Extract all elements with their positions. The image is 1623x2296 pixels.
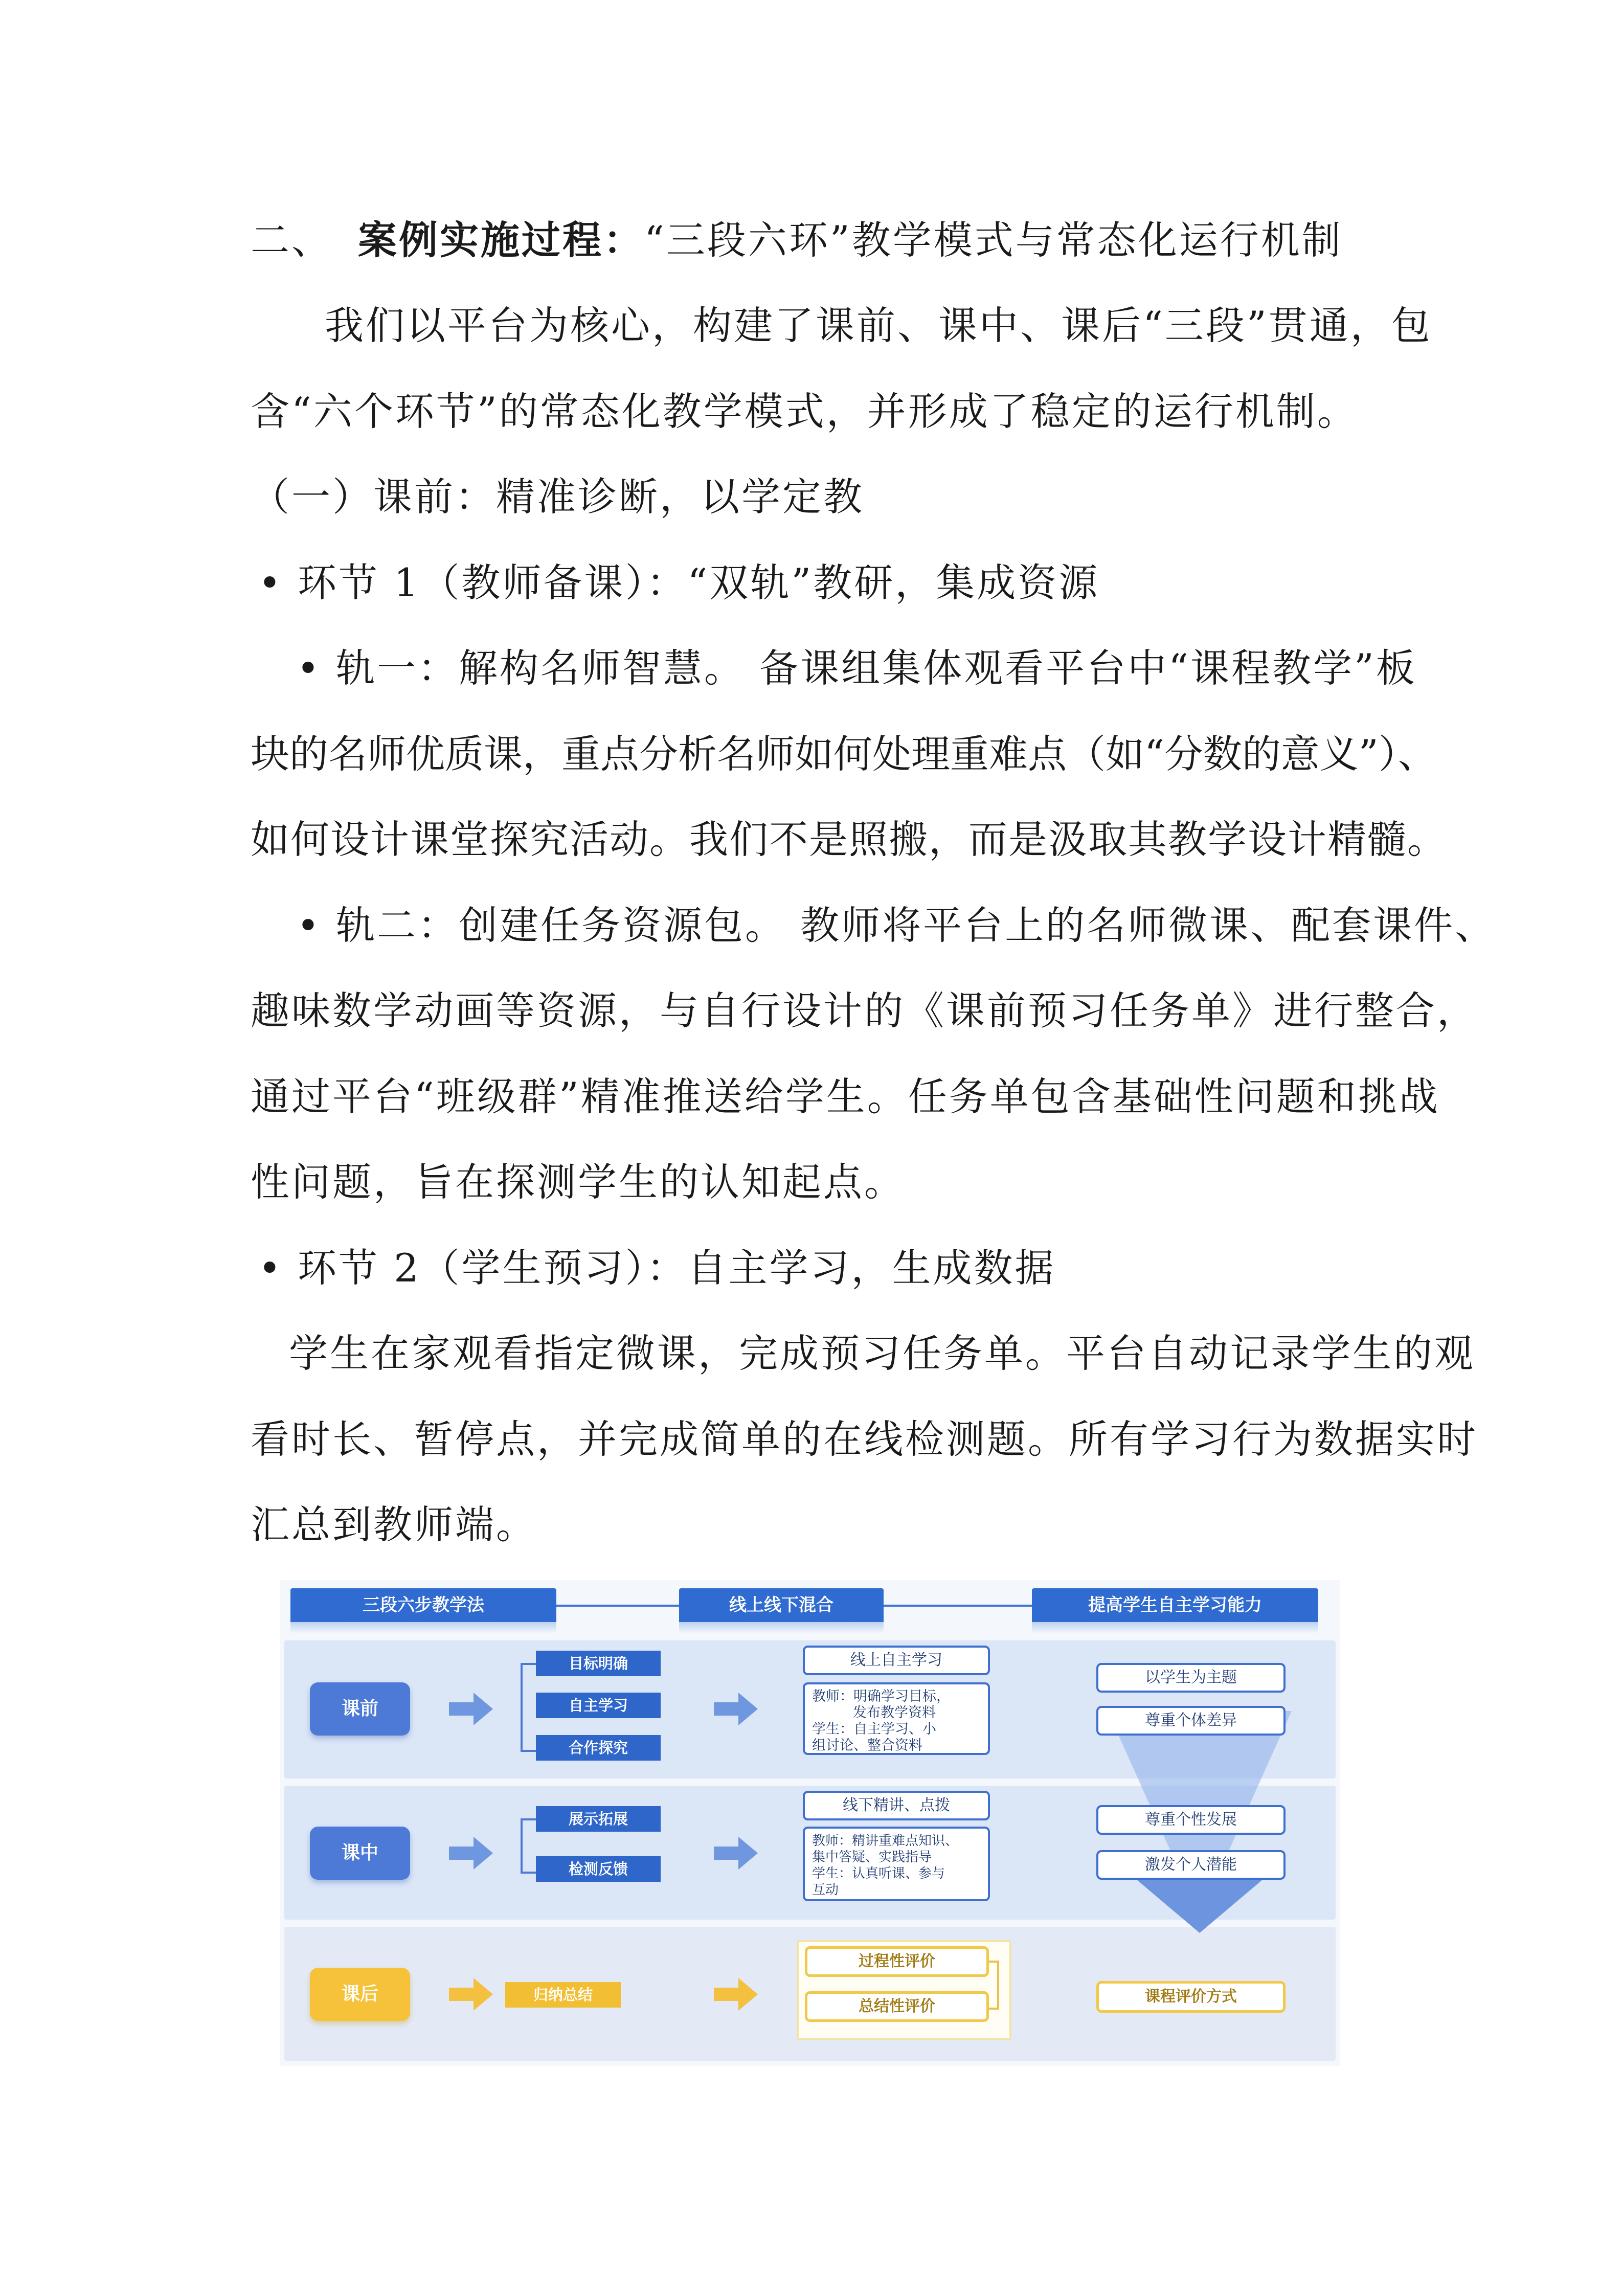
detail-box — [803, 1827, 990, 1901]
step-tag: 合作探究 — [536, 1735, 661, 1761]
detail-line: 学生：自主学习、小 — [812, 1721, 936, 1737]
paragraph-line: 学生在家观看指定微课，完成预习任务单。平台自动记录学生的观 — [289, 1331, 1475, 1376]
paragraph-line: 如何设计课堂探究活动。我们不是照搬，而是汲取其教学设计精髓。 — [251, 817, 1447, 862]
stage-pill-post: 课后 — [310, 1968, 410, 2021]
detail-line: 教师：精讲重难点知识、 — [812, 1833, 959, 1849]
paragraph-line: 汇总到教师端。 — [251, 1502, 537, 1547]
step-tag: 展示拓展 — [536, 1806, 661, 1832]
detail-line: 教师：明确学习目标， — [812, 1689, 950, 1704]
heading-number: 二、 — [251, 217, 332, 263]
step-tag: 归纳总结 — [505, 1982, 621, 2008]
paragraph-line: 看时长、暂停点，并完成简单的在线检测题。所有学习行为数据实时 — [251, 1416, 1478, 1462]
step-tag: 自主学习 — [536, 1693, 661, 1718]
down-arrow-icon — [1133, 1877, 1266, 1933]
detail-line: 组讨论、整合资料 — [812, 1738, 922, 1753]
step-tag: 检测反馈 — [536, 1856, 661, 1882]
outcome-box: 尊重个性发展 — [1096, 1805, 1286, 1835]
paragraph-line: 块的名师优质课，重点分析名师如何处理重难点（如“分数的意义”）、 — [251, 731, 1437, 777]
step-tag: 目标明确 — [536, 1651, 661, 1676]
outcome-box: 尊重个体差异 — [1096, 1706, 1286, 1736]
teaching-model-diagram — [280, 1580, 1340, 2066]
bracket — [521, 1818, 538, 1874]
paragraph-line: 我们以平台为核心，构建了课前、课中、课后“三段”贯通，包 — [325, 303, 1432, 348]
header-three-stage: 三段六步教学法 — [290, 1588, 556, 1622]
paragraph-line: 通过平台“班级群”精准推送给学生。任务单包含基础性问题和挑战 — [251, 1074, 1440, 1119]
header-connector — [556, 1605, 679, 1607]
paragraph-line: 含“六个环节”的常态化教学模式，并形成了稳定的运行机制。 — [251, 389, 1358, 434]
subsection-heading: （一）课前：精准诊断，以学定教 — [251, 474, 864, 520]
bullet-item: • 环节 1（教师备课）：“双轨”教研，集成资源 — [258, 560, 1100, 605]
bullet-item: • 轨一：解构名师智慧。 备课组集体观看平台中“课程教学”板 — [297, 645, 1417, 691]
mode-box: 线上自主学习 — [803, 1646, 990, 1675]
bullet-item: • 轨二：创建任务资源包。 教师将平台上的名师微课、配套课件、 — [297, 903, 1496, 948]
outcome-box: 以学生为主题 — [1096, 1663, 1286, 1693]
bullet-item: • 环节 2（学生预习）：自主学习，生成数据 — [258, 1245, 1056, 1291]
paragraph-line: 性问题，旨在探测学生的认知起点。 — [251, 1159, 905, 1205]
detail-box — [803, 1682, 990, 1755]
stage-pill-pre: 课前 — [310, 1682, 410, 1736]
detail-line: 互动 — [812, 1882, 839, 1898]
bracket — [521, 1663, 538, 1752]
evaluation-box: 总结性评价 — [805, 1991, 989, 2022]
paragraph-line: 趣味数学动画等资源，与自行设计的《课前预习任务单》进行整合， — [251, 988, 1478, 1033]
outcome-box: 激发个人潜能 — [1096, 1850, 1286, 1880]
detail-line: 集中答疑、实践指导 — [812, 1850, 932, 1865]
mode-box: 线下精讲、点拨 — [803, 1791, 990, 1820]
detail-line: 发布教学资料 — [853, 1705, 936, 1721]
detail-line: 学生：认真听课、参与 — [812, 1866, 945, 1881]
header-blended: 线上线下混合 — [679, 1588, 884, 1622]
outcome-box: 课程评价方式 — [1096, 1981, 1286, 2013]
heading-rest: “三段六环”教学模式与常态化运行机制 — [644, 217, 1343, 263]
header-autonomy: 提高学生自主学习能力 — [1032, 1588, 1318, 1622]
heading-bold: 案例实施过程： — [358, 217, 644, 263]
header-connector — [884, 1605, 1032, 1607]
section-heading — [251, 217, 1343, 263]
stage-pill-in: 课中 — [310, 1827, 410, 1880]
evaluation-box: 过程性评价 — [805, 1946, 989, 1977]
